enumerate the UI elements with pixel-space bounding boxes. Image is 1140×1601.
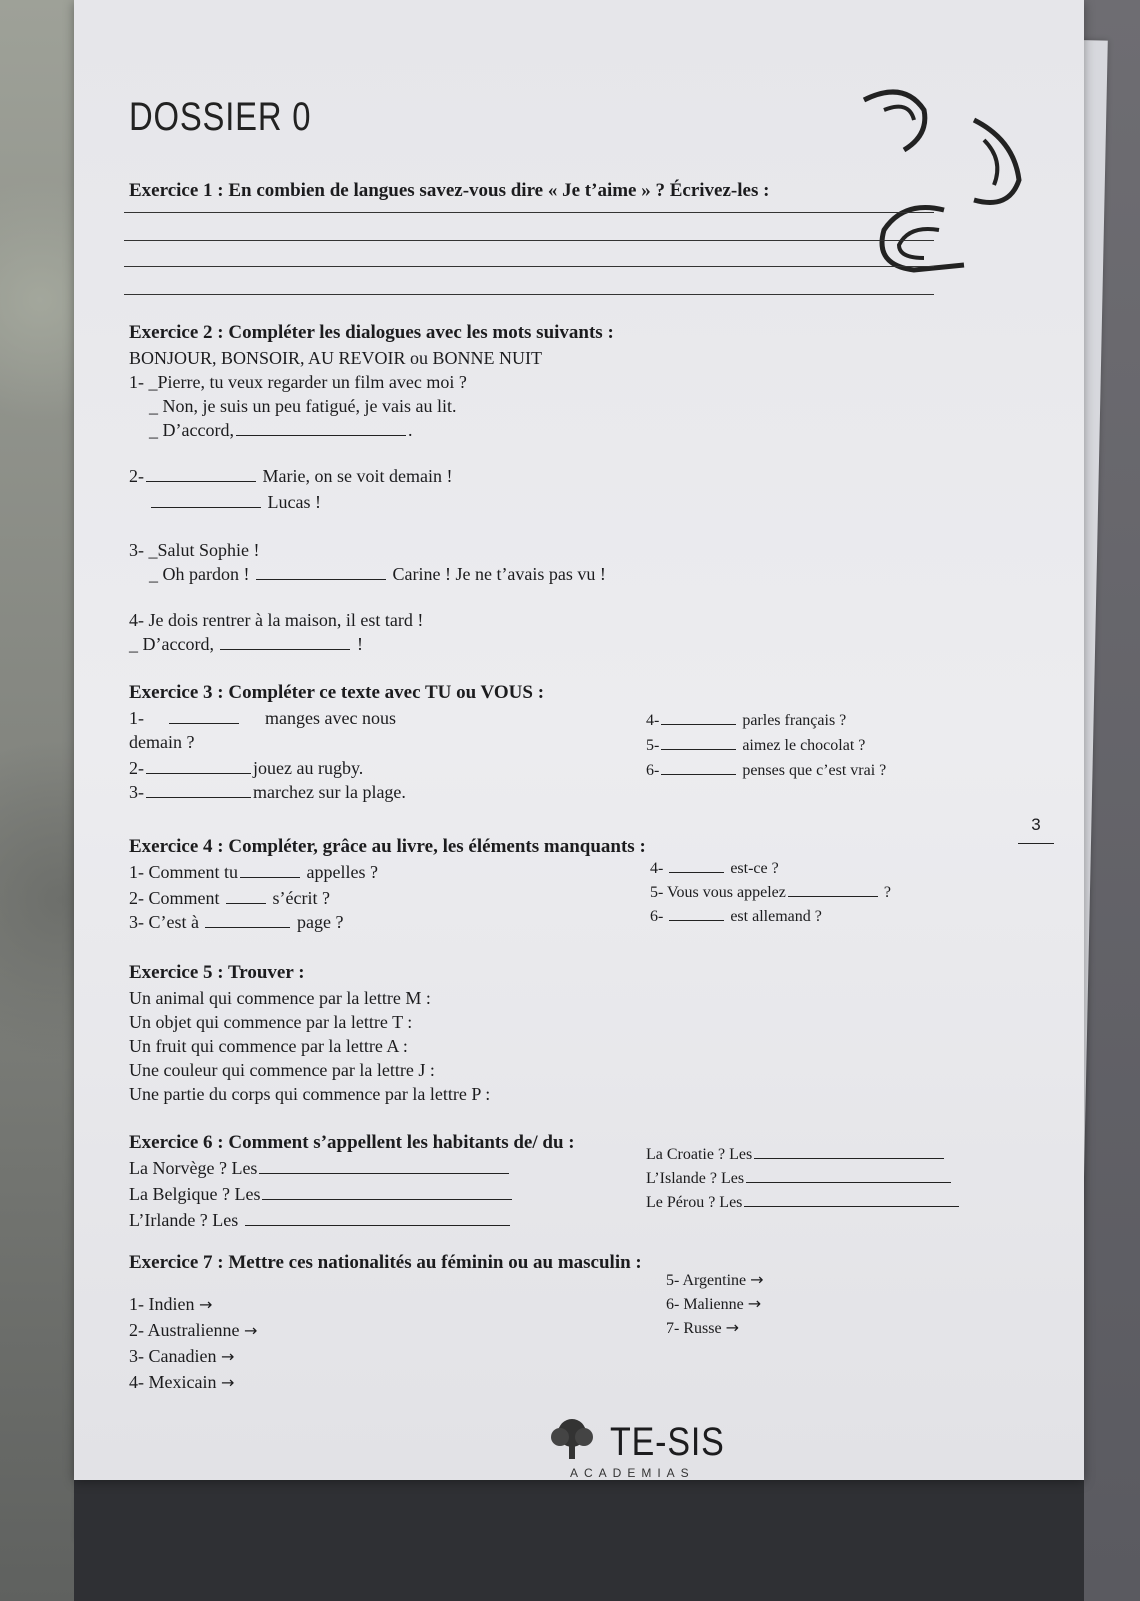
ex3-item-3-blank[interactable] <box>146 783 251 798</box>
ex7-left-3-text: 3- Canadien <box>129 1346 217 1366</box>
ex3-item-3-text: marchez sur la plage. <box>253 782 406 802</box>
worksheet-page <box>74 0 1084 1480</box>
ex1-answer-line-2[interactable] <box>124 240 934 241</box>
ex4-item-4 <box>650 858 779 878</box>
ex2-dialogue2-line2 <box>149 492 321 513</box>
ex4-item-3-a: 3- C’est à <box>129 912 199 932</box>
ex1-answer-line-4[interactable] <box>124 294 934 295</box>
ex3-item-6-num: 6- <box>646 762 660 779</box>
ex7-left-4-text: 4- Mexicain <box>129 1372 217 1392</box>
ex3-item-5-blank[interactable] <box>661 735 736 750</box>
ex4-item-1-b: appelles ? <box>306 862 378 882</box>
ex4-item-2-b: s’écrit ? <box>272 888 330 908</box>
arrow-right-icon: → <box>750 1270 764 1289</box>
ex6-left-3-text: L’Irlande ? Les <box>129 1210 239 1230</box>
ex6-left-3-blank[interactable] <box>245 1211 510 1226</box>
ex6-left-1 <box>129 1158 511 1179</box>
ex3-item-4-blank[interactable] <box>661 710 736 725</box>
ex7-right-1-text: 5- Argentine <box>666 1272 747 1289</box>
ex4-item-2-a: 2- Comment <box>129 888 220 908</box>
ex4-item-5-blank[interactable] <box>788 882 878 897</box>
ex5-item-3: Un fruit qui commence par la lettre A : <box>129 1036 408 1056</box>
ex3-item-5 <box>646 735 865 755</box>
footer-logo-sub: ACADEMIAS <box>570 1466 695 1480</box>
ex1-answer-line-3[interactable] <box>124 266 934 267</box>
ex7-left-3 <box>129 1346 234 1367</box>
ex7-right-1 <box>666 1270 764 1290</box>
ex3-item-2-text: jouez au rugby. <box>253 758 364 778</box>
ex2-dialogue1-line2: _ Non, je suis un peu fatigué, je vais au lit. <box>149 396 457 416</box>
ex3-item-4 <box>646 710 846 730</box>
ex3-item-1 <box>129 708 396 729</box>
page-number: 3 <box>1018 815 1054 844</box>
ex4-title: Exercice 4 : Compléter, grâce au livre, les éléments manquants : <box>129 836 646 857</box>
ex3-item-1-text: manges avec nous <box>265 708 396 728</box>
footer-logo: TE-SIS <box>610 1420 725 1464</box>
ex6-right-3-blank[interactable] <box>744 1192 959 1207</box>
ex4-item-6-a: 6- <box>650 908 664 925</box>
ex6-right-1-text: La Croatie ? Les <box>646 1146 753 1163</box>
ex2-dialogue1-line3 <box>149 420 412 441</box>
ex7-right-2 <box>666 1294 761 1314</box>
ex2-dialogue1-line1: 1- _Pierre, tu veux regarder un film avec moi ? <box>129 372 467 392</box>
ex3-item-4-num: 4- <box>646 712 660 729</box>
ex7-left-2 <box>129 1320 257 1341</box>
arrow-right-icon: → <box>220 1373 235 1392</box>
ex6-right-2 <box>646 1168 953 1188</box>
ex3-title: Exercice 3 : Compléter ce texte avec TU ou VOUS : <box>129 682 545 703</box>
ex3-item-4-text: parles français ? <box>742 712 847 729</box>
ex4-item-1-blank[interactable] <box>240 863 300 878</box>
ex6-left-2-blank[interactable] <box>262 1185 512 1200</box>
arrow-right-icon: → <box>747 1294 762 1313</box>
ex4-item-5 <box>650 882 891 902</box>
ex2-d1-blank[interactable] <box>236 421 406 436</box>
ex2-dialogue4-line1: 4- Je dois rentrer à la maison, il est tard ! <box>129 610 424 630</box>
arrow-right-icon: → <box>243 1321 258 1340</box>
ex7-right-3 <box>666 1318 739 1338</box>
ex2-dialogue3-line2 <box>149 564 606 585</box>
ex7-left-1 <box>129 1294 212 1315</box>
ex5-item-1: Un animal qui commence par la lettre M : <box>129 988 431 1008</box>
ex3-item-2-blank[interactable] <box>146 759 251 774</box>
ex4-item-3 <box>129 912 343 933</box>
arrow-right-icon: → <box>725 1318 739 1337</box>
ex2-dialogue2-line1 <box>129 466 452 487</box>
ex4-item-6-b: est allemand ? <box>730 908 822 925</box>
ex6-right-3-text: Le Pérou ? Les <box>646 1194 743 1211</box>
ex7-right-3-text: 7- Russe <box>666 1320 722 1337</box>
ex6-left-2-text: La Belgique ? Les <box>129 1184 261 1204</box>
ex4-item-1-a: 1- Comment tu <box>129 862 238 882</box>
ex2-dialogue3-line1: 3- _Salut Sophie ! <box>129 540 260 560</box>
ex4-item-6-blank[interactable] <box>669 906 724 921</box>
ex3-item-1-cont: demain ? <box>129 732 195 752</box>
ex4-item-2-blank[interactable] <box>226 889 266 904</box>
ex4-item-4-a: 4- <box>650 860 664 877</box>
ex5-item-2: Un objet qui commence par la lettre T : <box>129 1012 413 1032</box>
ex2-d2-blank-2[interactable] <box>151 493 261 508</box>
ex2-d1-end: . <box>407 420 413 440</box>
ex2-d4-blank[interactable] <box>220 635 350 650</box>
ex2-word-list: BONJOUR, BONSOIR, AU REVOIR ou BONNE NUIT <box>129 348 543 368</box>
ex7-left-1-text: 1- Indien <box>129 1294 195 1314</box>
ex3-item-3-num: 3- <box>129 782 144 802</box>
ex2-d2-blank-1[interactable] <box>146 467 256 482</box>
ex5-title: Exercice 5 : Trouver : <box>129 962 305 983</box>
ex4-item-5-a: 5- Vous vous appelez <box>650 884 786 901</box>
ex3-item-6 <box>646 760 886 780</box>
ex6-right-2-text: L’Islande ? Les <box>646 1170 745 1187</box>
arrow-right-icon: → <box>198 1295 213 1314</box>
ex6-title: Exercice 6 : Comment s’appellent les habitants de/ du : <box>129 1132 575 1153</box>
ex5-item-4: Une couleur qui commence par la lettre J : <box>129 1060 435 1080</box>
ex2-title: Exercice 2 : Compléter les dialogues avec les mots suivants : <box>129 322 614 343</box>
ex6-right-1 <box>646 1144 946 1164</box>
ex4-item-4-blank[interactable] <box>669 858 724 873</box>
ex5-item-5: Une partie du corps qui commence par la lettre P : <box>129 1084 491 1104</box>
ex3-item-2-num: 2- <box>129 758 144 778</box>
ex7-right-2-text: 6- Malienne <box>666 1296 744 1313</box>
ex2-d4-end: ! <box>356 634 363 654</box>
arrow-right-icon: → <box>220 1347 235 1366</box>
ex2-d2-text1: Marie, on se voit demain ! <box>262 466 453 486</box>
ex4-item-1 <box>129 862 378 883</box>
ex1-title: Exercice 1 : En combien de langues savez-vous dire « Je t’aime » ? Écrivez-les : <box>129 180 770 201</box>
ex2-d4-prefix: _ D’accord, <box>129 634 214 654</box>
ex2-dialogue4-line2 <box>129 634 363 655</box>
ex4-item-6 <box>650 906 822 926</box>
tree-logo-icon <box>542 1415 602 1465</box>
background-bottom <box>74 1470 1084 1601</box>
ex2-d3-prefix: _ Oh pardon ! <box>149 564 250 584</box>
ex4-item-5-b: ? <box>883 884 891 901</box>
ex4-item-2 <box>129 888 330 909</box>
ex2-d2-num: 2- <box>129 466 144 486</box>
ex3-item-6-text: penses que c’est vrai ? <box>742 762 887 779</box>
doodle-arrows-icon <box>844 80 1064 290</box>
ex4-item-3-b: page ? <box>296 912 344 932</box>
ex3-item-2 <box>129 758 363 779</box>
ex6-left-1-blank[interactable] <box>259 1159 509 1174</box>
ex7-left-2-text: 2- Australienne <box>129 1320 240 1340</box>
ex2-d1-prefix: _ D’accord, <box>149 420 234 440</box>
ex2-d3-blank[interactable] <box>256 565 386 580</box>
ex3-item-5-num: 5- <box>646 737 660 754</box>
ex3-item-3 <box>129 782 406 803</box>
ex7-title: Exercice 7 : Mettre ces nationalités au féminin ou au masculin : <box>129 1252 642 1273</box>
ex3-item-5-text: aimez le chocolat ? <box>742 737 866 754</box>
ex6-right-2-blank[interactable] <box>746 1168 951 1183</box>
ex1-answer-line-1[interactable] <box>124 212 934 213</box>
ex3-item-1-blank[interactable] <box>169 709 239 724</box>
ex3-item-6-blank[interactable] <box>661 760 736 775</box>
ex6-left-3 <box>129 1210 512 1231</box>
ex6-left-2 <box>129 1184 514 1205</box>
ex3-item-1-num: 1- <box>129 708 144 728</box>
ex6-left-1-text: La Norvège ? Les <box>129 1158 258 1178</box>
ex7-left-4 <box>129 1372 234 1393</box>
page-title: DOSSIER 0 <box>129 95 312 139</box>
ex6-right-1-blank[interactable] <box>754 1144 944 1159</box>
ex2-d2-text2: Lucas ! <box>267 492 321 512</box>
ex4-item-4-b: est-ce ? <box>730 860 779 877</box>
ex4-item-3-blank[interactable] <box>205 913 290 928</box>
ex2-d3-end: Carine ! Je ne t’avais pas vu ! <box>392 564 606 584</box>
ex6-right-3 <box>646 1192 961 1212</box>
